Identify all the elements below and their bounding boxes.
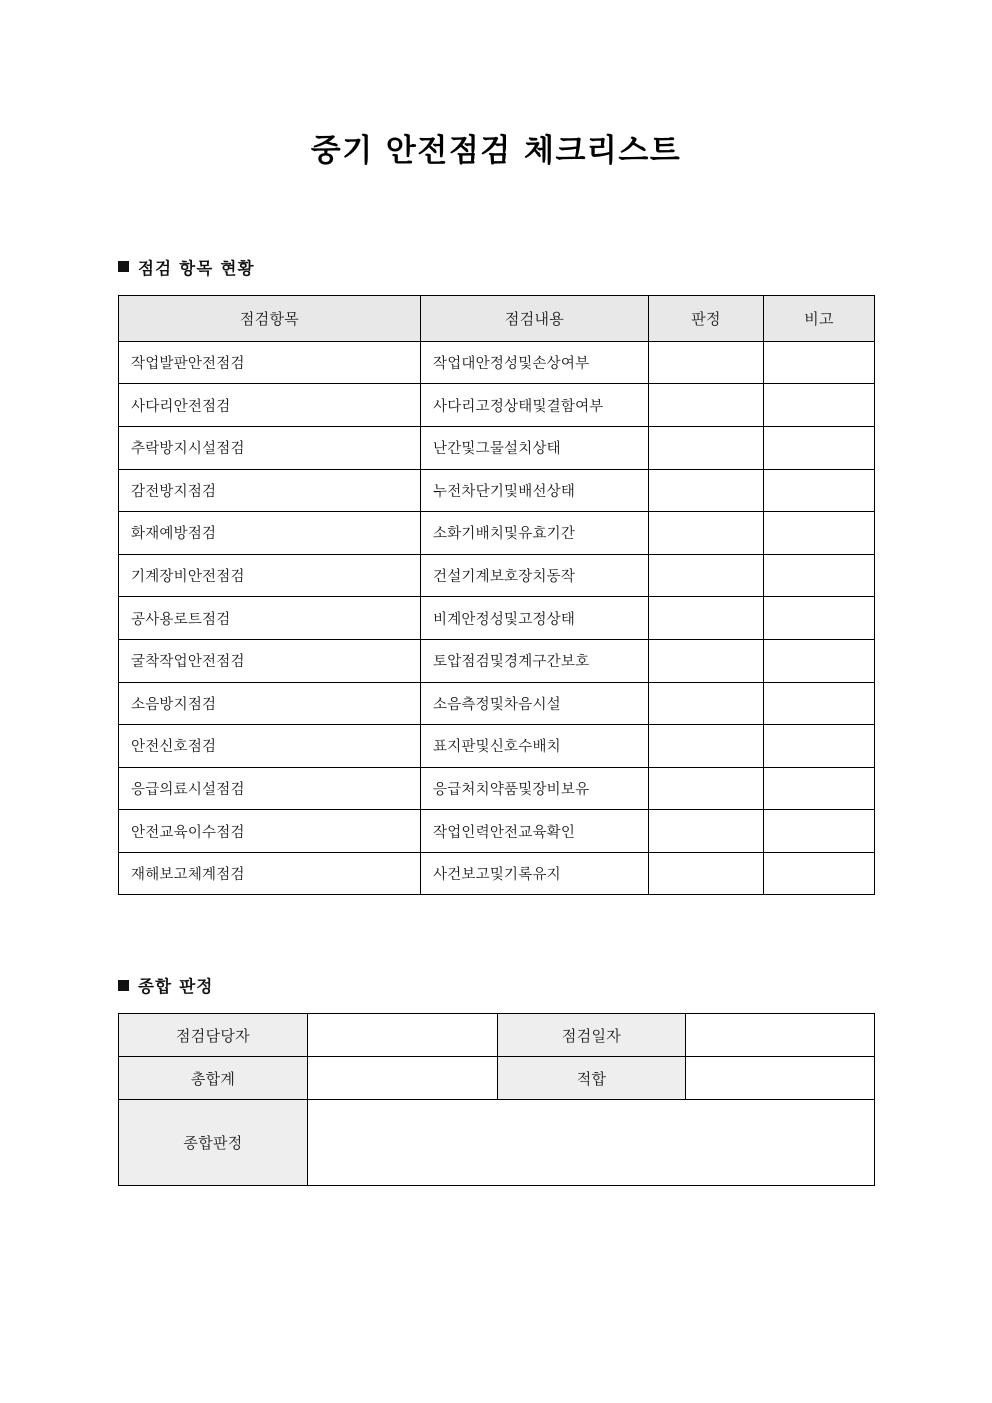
page-title: 중기 안전점검 체크리스트 <box>310 133 682 169</box>
inspection-content-cell: 누전차단기및배선상태 <box>421 469 649 512</box>
inspection-item-cell: 굴착작업안전점검 <box>119 639 421 682</box>
inspection-content-cell: 비계안정성및고정상태 <box>421 597 649 640</box>
inspection-result-cell[interactable] <box>649 426 764 469</box>
table-row <box>119 682 875 725</box>
inspection-remark-cell[interactable] <box>764 810 875 853</box>
column-header-content: 점검내용 <box>421 295 649 341</box>
overall-verdict-value-field[interactable] <box>308 1100 875 1186</box>
table-row <box>119 767 875 810</box>
table-row <box>119 426 875 469</box>
inspection-date-label: 점검일자 <box>498 1014 686 1057</box>
inspection-result-cell[interactable] <box>649 554 764 597</box>
section-heading-overall-verdict <box>118 973 874 997</box>
inspector-label: 점검담당자 <box>119 1014 308 1057</box>
table-header-row <box>119 295 875 341</box>
inspection-remark-cell[interactable] <box>764 341 875 384</box>
inspection-result-cell[interactable] <box>649 597 764 640</box>
table-row <box>119 852 875 895</box>
total-label: 총합계 <box>119 1057 308 1100</box>
inspection-content-cell: 응급처치약품및장비보유 <box>421 767 649 810</box>
inspection-remark-cell[interactable] <box>764 682 875 725</box>
inspection-date-value-field[interactable] <box>686 1014 875 1057</box>
overall-verdict-table <box>118 1013 875 1186</box>
inspection-remark-cell[interactable] <box>764 512 875 555</box>
inspection-result-cell[interactable] <box>649 810 764 853</box>
table-row <box>119 1014 875 1057</box>
table-row <box>119 554 875 597</box>
section-heading-label: 점검 항목 현황 <box>138 258 255 278</box>
inspection-item-cell: 소음방지점검 <box>119 682 421 725</box>
inspection-items-table <box>118 295 875 896</box>
inspection-item-cell: 재해보고체계점검 <box>119 852 421 895</box>
inspection-content-cell: 토압점검및경계구간보호 <box>421 639 649 682</box>
inspection-result-cell[interactable] <box>649 341 764 384</box>
inspection-content-cell: 사건보고및기록유지 <box>421 852 649 895</box>
inspection-content-cell: 소음측정및차음시설 <box>421 682 649 725</box>
column-header-item: 점검항목 <box>119 295 421 341</box>
inspection-content-cell: 건설기계보호장치동작 <box>421 554 649 597</box>
inspection-remark-cell[interactable] <box>764 597 875 640</box>
inspection-result-cell[interactable] <box>649 512 764 555</box>
inspection-remark-cell[interactable] <box>764 767 875 810</box>
inspection-item-cell: 추락방지시설점검 <box>119 426 421 469</box>
inspection-result-cell[interactable] <box>649 639 764 682</box>
inspection-content-cell: 작업대안정성및손상여부 <box>421 341 649 384</box>
filled-square-icon <box>118 980 129 991</box>
table-row <box>119 469 875 512</box>
table-row <box>119 1100 875 1186</box>
column-header-result: 판정 <box>649 295 764 341</box>
table-row <box>119 384 875 427</box>
inspection-remark-cell[interactable] <box>764 384 875 427</box>
inspection-remark-cell[interactable] <box>764 469 875 512</box>
inspection-result-cell[interactable] <box>649 852 764 895</box>
inspection-content-cell: 난간및그물설치상태 <box>421 426 649 469</box>
inspection-remark-cell[interactable] <box>764 852 875 895</box>
inspection-result-cell[interactable] <box>649 384 764 427</box>
inspection-content-cell: 소화기배치및유효기간 <box>421 512 649 555</box>
column-header-remark: 비고 <box>764 295 875 341</box>
total-value-field[interactable] <box>308 1057 498 1100</box>
inspection-item-cell: 안전신호점검 <box>119 725 421 768</box>
inspection-remark-cell[interactable] <box>764 554 875 597</box>
inspection-item-cell: 공사용로트점검 <box>119 597 421 640</box>
inspection-remark-cell[interactable] <box>764 639 875 682</box>
inspection-result-cell[interactable] <box>649 767 764 810</box>
table-row <box>119 639 875 682</box>
table-row <box>119 725 875 768</box>
inspection-item-cell: 안전교육이수점검 <box>119 810 421 853</box>
inspection-content-cell: 작업인력안전교육확인 <box>421 810 649 853</box>
inspection-result-cell[interactable] <box>649 469 764 512</box>
inspection-item-cell: 작업발판안전점검 <box>119 341 421 384</box>
inspector-value-field[interactable] <box>308 1014 498 1057</box>
inspection-content-cell: 사다리고정상태및결함여부 <box>421 384 649 427</box>
inspection-result-cell[interactable] <box>649 725 764 768</box>
inspection-item-cell: 감전방지점검 <box>119 469 421 512</box>
section-heading-inspection-items <box>118 255 874 279</box>
inspection-item-cell: 화재예방점검 <box>119 512 421 555</box>
table-row <box>119 341 875 384</box>
inspection-result-cell[interactable] <box>649 682 764 725</box>
conformity-label: 적합 <box>498 1057 686 1100</box>
table-row <box>119 597 875 640</box>
table-row <box>119 810 875 853</box>
inspection-item-cell: 사다리안전점검 <box>119 384 421 427</box>
conformity-value-field[interactable] <box>686 1057 875 1100</box>
table-row <box>119 1057 875 1100</box>
inspection-item-cell: 기계장비안전점검 <box>119 554 421 597</box>
inspection-remark-cell[interactable] <box>764 426 875 469</box>
overall-verdict-label: 종합판정 <box>119 1100 308 1186</box>
inspection-item-cell: 응급의료시설점검 <box>119 767 421 810</box>
inspection-remark-cell[interactable] <box>764 725 875 768</box>
section-heading-label: 종합 판정 <box>138 977 214 997</box>
table-row <box>119 512 875 555</box>
filled-square-icon <box>118 261 129 272</box>
inspection-content-cell: 표지판및신호수배치 <box>421 725 649 768</box>
